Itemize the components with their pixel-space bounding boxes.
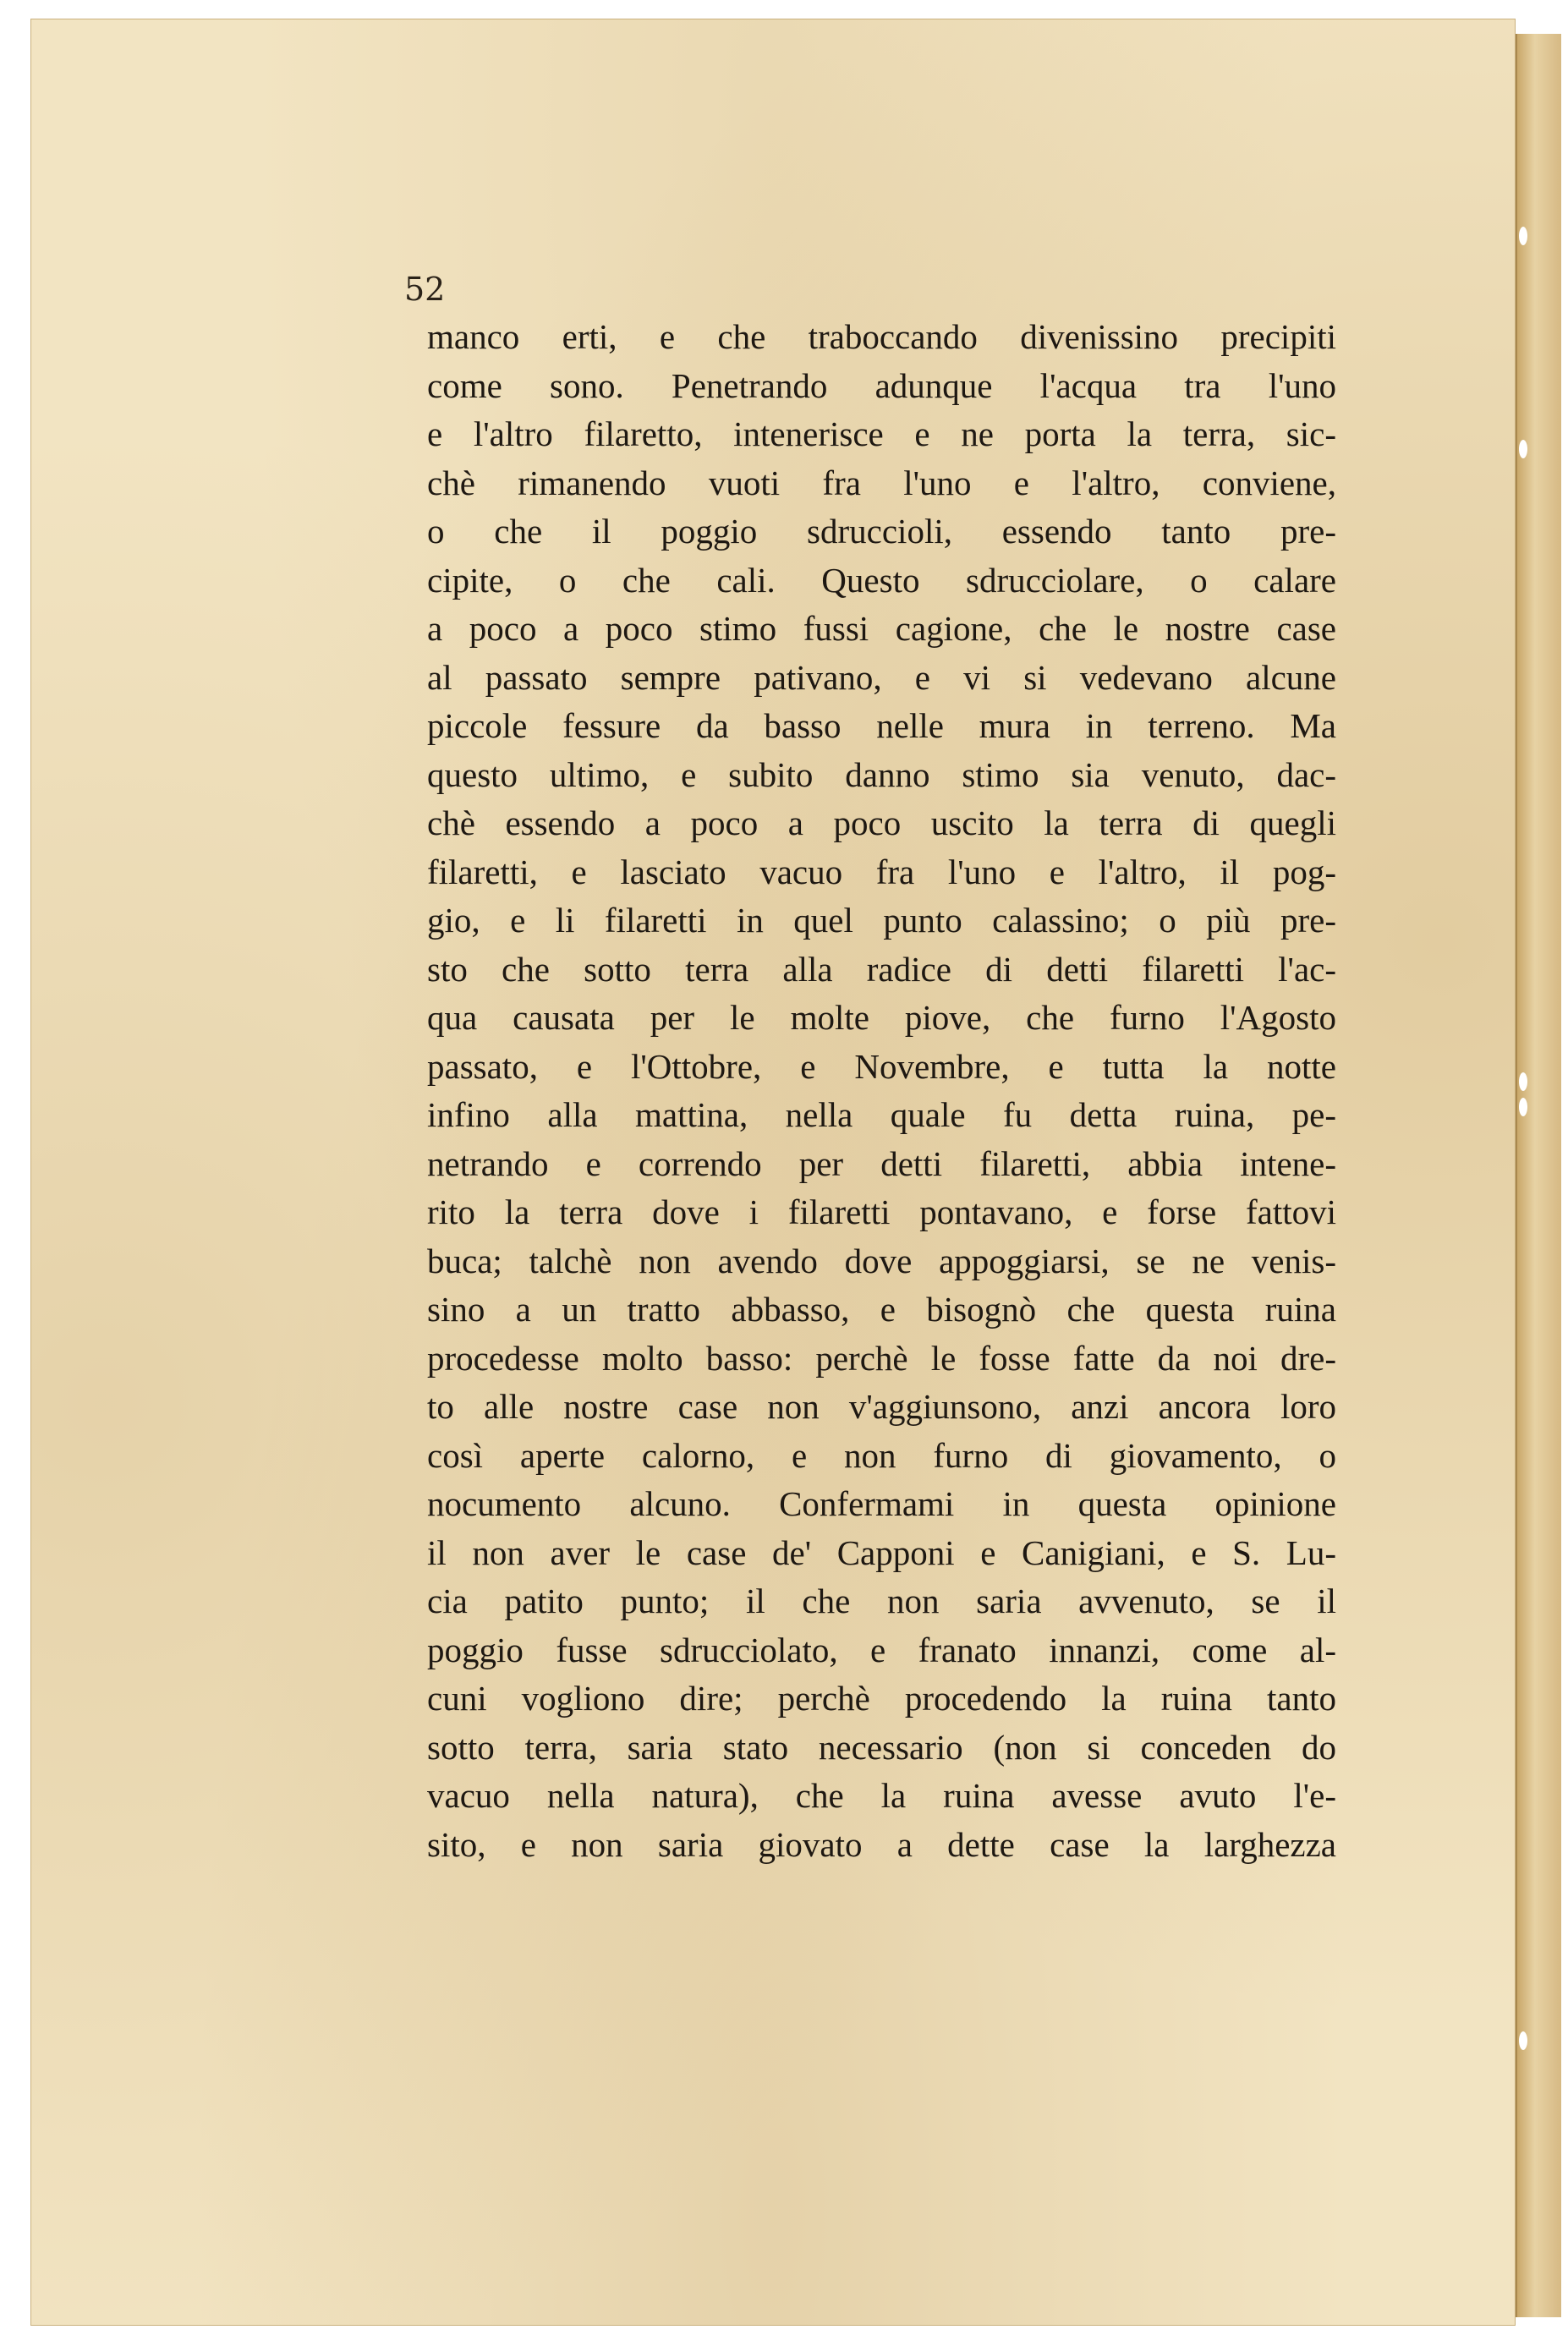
text-line: sito, e non saria giovato a dette case la larghezza [427,1824,1336,1864]
text-line: netrando e correndo per detti filaretti, abbia intene- [427,1143,1336,1183]
text-line: cuni vogliono dire; perchè procedendo la ruina tanto [427,1679,1336,1718]
text-line: al passato sempre pativano, e vi si vedevano alcune [427,657,1336,697]
text-line: passato, e l'Ottobre, e Novembre, e tutta la notte [427,1046,1336,1086]
text-line: così aperte calorno, e non furno di giovamento, o [427,1435,1336,1475]
binding-hole [1519,1072,1527,1091]
text-line: sto che sotto terra alla radice di detti filaretti l'ac- [427,949,1336,989]
text-line: a poco a poco stimo fussi cagione, che le nostre case [427,609,1336,648]
book-spine-edge [1516,34,1561,2317]
binding-hole [1519,2031,1527,2050]
binding-hole [1519,440,1527,458]
text-line: manco erti, e che traboccando divenissino precipiti [427,317,1336,356]
text-line: chè rimanendo vuoti fra l'uno e l'altro, conviene, [427,463,1336,502]
text-line: gio, e li filaretti in quel punto calassino; o più pre- [427,901,1336,940]
text-line: sotto terra, saria stato necessario (non si conceden do [427,1727,1336,1767]
page-number: 52 [404,271,446,308]
text-line: cipite, o che cali. Questo sdrucciolare, o calare [427,560,1336,600]
text-line: infino alla mattina, nella quale fu detta ruina, pe- [427,1095,1336,1134]
text-line: rito la terra dove i filaretti pontavano, e forse fattovi [427,1192,1336,1231]
text-line: filaretti, e lasciato vacuo fra l'uno e l'altro, il pog- [427,852,1336,891]
text-line: procedesse molto basso: perchè le fosse fatte da noi dre- [427,1338,1336,1378]
text-line: o che il poggio sdruccioli, essendo tanto pre- [427,512,1336,551]
text-line: poggio fusse sdrucciolato, e franato innanzi, come al- [427,1630,1336,1669]
text-line: questo ultimo, e subito danno stimo sia venuto, dac- [427,754,1336,794]
text-line: sino a un tratto abbasso, e bisognò che questa ruina [427,1290,1336,1329]
text-line: piccole fessure da basso nelle mura in terreno. Ma [427,706,1336,745]
text-line: to alle nostre case non v'aggiunsono, anzi ancora loro [427,1387,1336,1426]
text-line: chè essendo a poco a poco uscito la terra di quegli [427,803,1336,842]
text-line: buca; talchè non avendo dove appoggiarsi, se ne venis- [427,1241,1336,1280]
body-text [427,313,1336,1869]
text-line: come sono. Penetrando adunque l'acqua tra l'uno [427,365,1336,405]
binding-hole [1519,227,1527,245]
text-line: il non aver le case de' Capponi e Canigiani, e S. Lu- [427,1532,1336,1572]
text-line: qua causata per le molte piove, che furno l'Agosto [427,998,1336,1037]
text-line: nocumento alcuno. Confermami in questa opinione [427,1484,1336,1523]
text-line: cia patito punto; il che non saria avvenuto, se il [427,1581,1336,1620]
text-line: e l'altro filaretto, intenerisce e ne porta la terra, sic- [427,414,1336,453]
binding-hole [1519,1098,1527,1116]
text-line: vacuo nella natura), che la ruina avesse avuto l'e- [427,1776,1336,1815]
